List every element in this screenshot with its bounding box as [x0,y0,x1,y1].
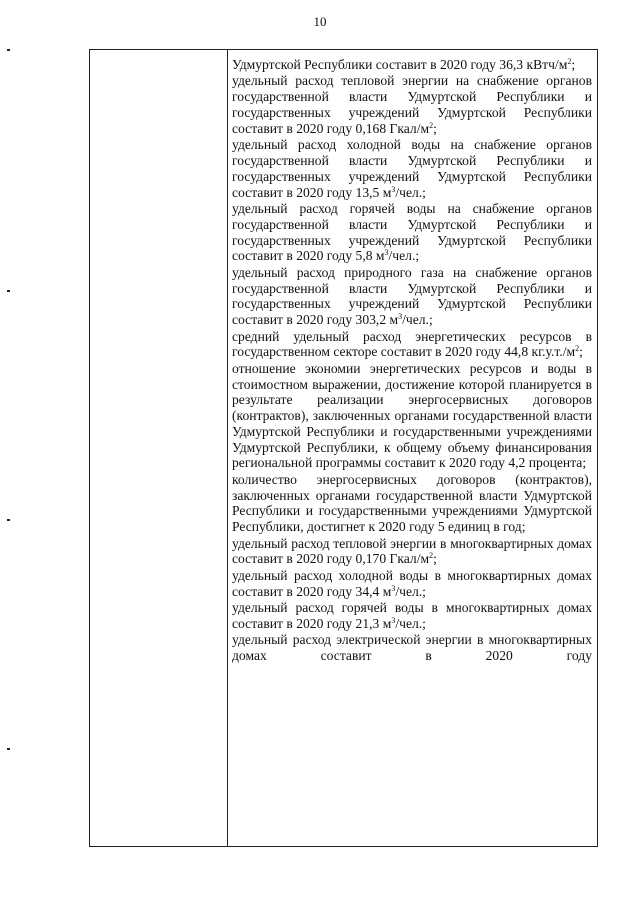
indicator-item: удельный расход горячей воды в многоквартирных домах составит в 2020 году 21,3 $м^3$/чел.; [232,600,592,631]
margin-mark [7,49,10,51]
indicator-item: удельный расход природного газа на снабжение органов государственной власти Удмуртской Республики и государственных учреждений Удмуртской Республики составит в 2020 году 303,2 $м^3$/чел.; [232,264,592,328]
indicator-item: удельный расход электрической энергии в многоквартирных домах составит в 2020 году [232,632,592,664]
indicator-item: отношение экономии энергетических ресурсов и воды в стоимостном выражении, достижение которой планируется в результате реализации энергосервисных договоров (контрактов), заключенных органами государственной власти Удмуртской Республики и государственными учреждениями Удмуртской Республики, к общему объему финансирования региональной программы составит к 2020 году 4,2 процента; [232,360,592,471]
indicator-item: удельный расход холодной воды на снабжение органов государственной власти Удмуртской Республики и государственных учреждений Удмуртской Республики составит в 2020 году 13,5 $м^3$/чел.; [232,137,592,200]
page-number: 10 [313,14,327,29]
indicator-item: удельный расход холодной воды в многоквартирных домах составит в 2020 году 34,4 $м^3$/чел.; [232,567,592,599]
indicator-item: количество энергосервисных договоров (контрактов), заключенных органами государственной власти Удмуртской Республики и государственными учреждениями Удмуртской Республики, достигнет к 2020 году 5 единиц в год; [232,471,592,535]
indicator-item: удельный расход тепловой энергии в многоквартирных домах составит в 2020 году 0,170 Гкал/$м^2$; [232,535,592,567]
indicators-text-cell [232,57,592,846]
margin-mark [7,290,10,292]
indicator-item: удельный расход тепловой энергии на снабжение органов государственной власти Удмуртской Республики и государственных учреждений Удмуртской Республики составит в 2020 году 0,168 Гкал/$м^2$; [232,73,592,136]
indicator-item: удельный расход горячей воды на снабжение органов государственной власти Удмуртской Республики и государственных учреждений Удмуртской Республики составит в 2020 году 5,8 $м^3$/чел.; [232,200,592,264]
document-table [89,49,598,847]
indicator-item: средний удельный расход энергетических ресурсов в государственном секторе составит в 2020 году 44,8 $кг.у.т./м^2$; [232,328,592,360]
margin-mark [7,748,10,750]
margin-mark [7,519,10,521]
indicator-item: Удмуртской Республики составит в 2020 году 36,3 кВтч/$м^2$; [232,57,576,72]
column-divider [227,50,228,846]
